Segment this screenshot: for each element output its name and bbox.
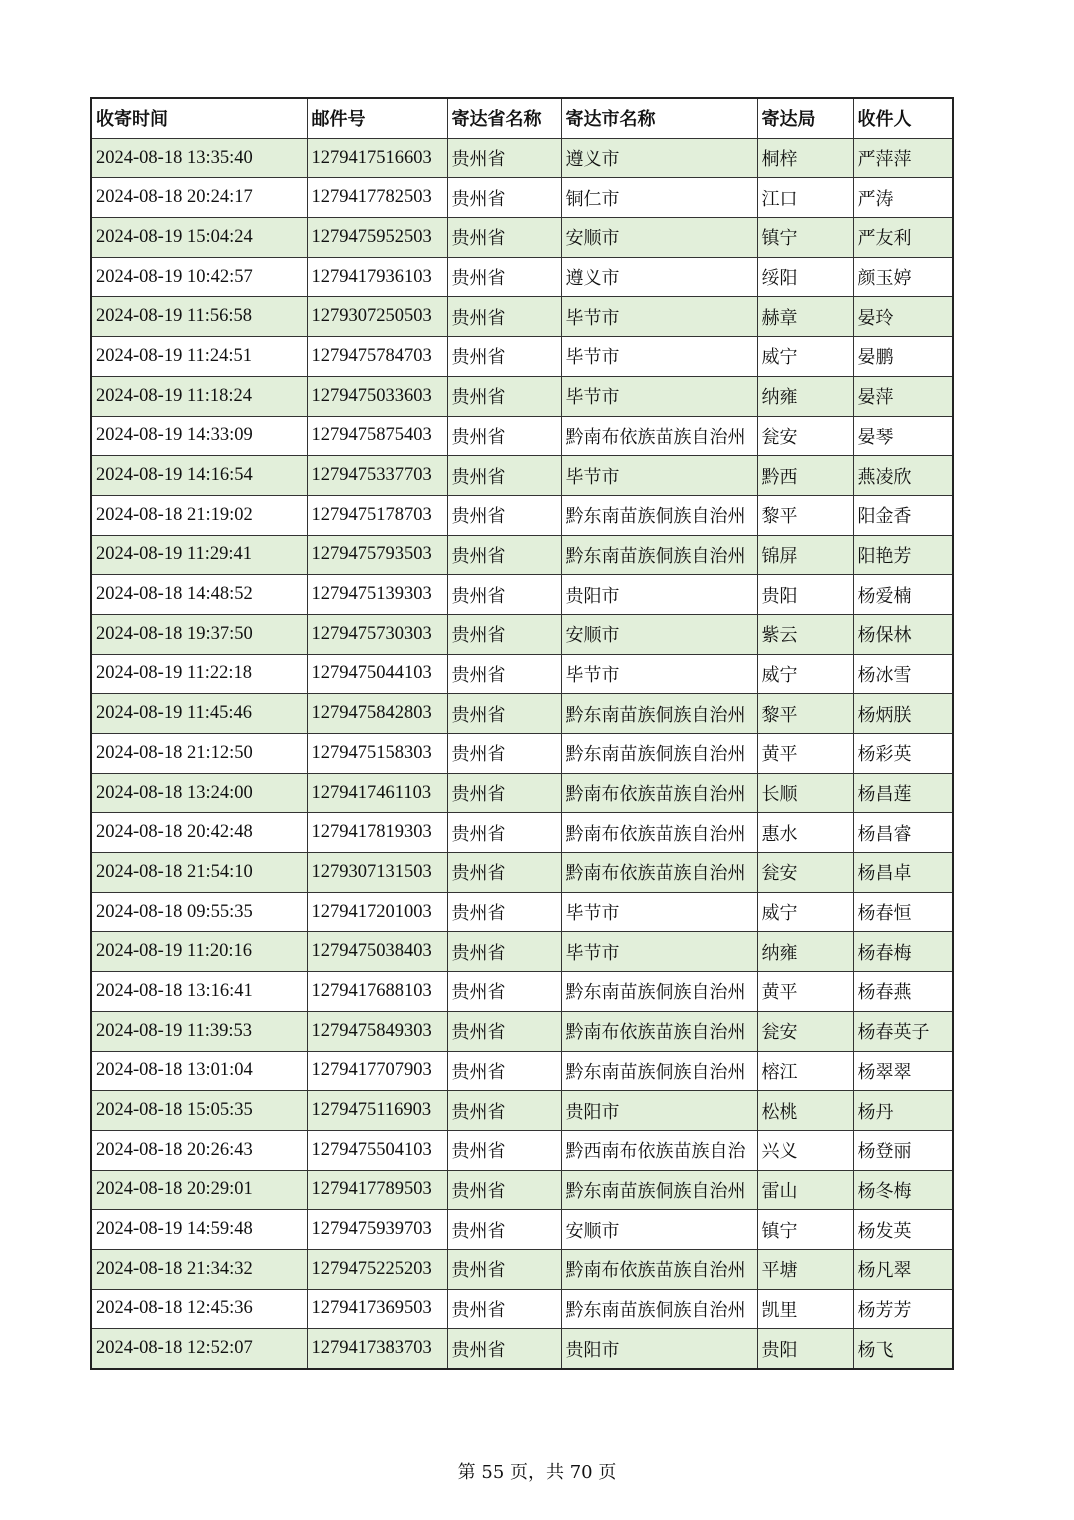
- page-footer: 第 55 页，共 70 页: [457, 1462, 617, 1483]
- cell-province: 贵州省: [447, 416, 561, 456]
- cell-mail-number: 1279417782503: [307, 178, 447, 218]
- cell-office: 镇宁: [757, 218, 853, 258]
- cell-recipient: 杨春恒: [853, 892, 953, 932]
- cell-recipient: 晏玲: [853, 297, 953, 337]
- cell-mail-number: 1279475337703: [307, 456, 447, 496]
- cell-send-time: 2024-08-19 11:29:41: [91, 535, 307, 575]
- table-row: [91, 734, 953, 774]
- cell-office: 锦屏: [757, 535, 853, 575]
- cell-city: 遵义市: [561, 138, 757, 178]
- cell-send-time: 2024-08-18 15:05:35: [91, 1091, 307, 1131]
- cell-office: 贵阳: [757, 575, 853, 615]
- cell-office: 瓮安: [757, 416, 853, 456]
- cell-office: 瓮安: [757, 853, 853, 893]
- cell-city: 贵阳市: [561, 1091, 757, 1131]
- cell-city: 黔东南苗族侗族自治州: [561, 694, 757, 734]
- cell-city: 安顺市: [561, 1210, 757, 1250]
- cell-send-time: 2024-08-18 13:16:41: [91, 972, 307, 1012]
- cell-recipient: 杨保林: [853, 614, 953, 654]
- cell-mail-number: 1279475116903: [307, 1091, 447, 1131]
- cell-province: 贵州省: [447, 218, 561, 258]
- cell-city: 黔南布依族苗族自治州: [561, 416, 757, 456]
- cell-province: 贵州省: [447, 1289, 561, 1329]
- cell-mail-number: 1279475033603: [307, 376, 447, 416]
- cell-mail-number: 1279417369503: [307, 1289, 447, 1329]
- cell-city: 毕节市: [561, 456, 757, 496]
- cell-recipient: 杨爱楠: [853, 575, 953, 615]
- cell-recipient: 杨芳芳: [853, 1289, 953, 1329]
- cell-send-time: 2024-08-18 09:55:35: [91, 892, 307, 932]
- cell-province: 贵州省: [447, 972, 561, 1012]
- header-office: 寄达局: [757, 98, 853, 138]
- cell-city: 贵阳市: [561, 1329, 757, 1369]
- table-row: [91, 138, 953, 178]
- cell-recipient: 严友利: [853, 218, 953, 258]
- cell-office: 威宁: [757, 892, 853, 932]
- table-row: [91, 654, 953, 694]
- cell-recipient: 杨春梅: [853, 932, 953, 972]
- cell-recipient: 杨昌卓: [853, 853, 953, 893]
- cell-mail-number: 1279417936103: [307, 257, 447, 297]
- cell-recipient: 杨登丽: [853, 1130, 953, 1170]
- cell-city: 黔南布依族苗族自治州: [561, 1011, 757, 1051]
- cell-office: 松桃: [757, 1091, 853, 1131]
- cell-province: 贵州省: [447, 337, 561, 377]
- cell-recipient: 杨丹: [853, 1091, 953, 1131]
- table-row: [91, 376, 953, 416]
- cell-send-time: 2024-08-19 11:39:53: [91, 1011, 307, 1051]
- cell-city: 贵阳市: [561, 575, 757, 615]
- cell-office: 桐梓: [757, 138, 853, 178]
- table-row: [91, 1249, 953, 1289]
- cell-office: 赫章: [757, 297, 853, 337]
- table-row: [91, 694, 953, 734]
- cell-mail-number: 1279417461103: [307, 773, 447, 813]
- cell-mail-number: 1279475139303: [307, 575, 447, 615]
- cell-send-time: 2024-08-19 11:22:18: [91, 654, 307, 694]
- cell-send-time: 2024-08-18 13:01:04: [91, 1051, 307, 1091]
- cell-province: 贵州省: [447, 694, 561, 734]
- table-body: [91, 138, 953, 1369]
- cell-office: 黄平: [757, 734, 853, 774]
- cell-send-time: 2024-08-19 11:56:58: [91, 297, 307, 337]
- header-province: 寄达省名称: [447, 98, 561, 138]
- cell-province: 贵州省: [447, 773, 561, 813]
- table-row: [91, 1170, 953, 1210]
- cell-city: 安顺市: [561, 218, 757, 258]
- cell-send-time: 2024-08-19 14:33:09: [91, 416, 307, 456]
- table-row: [91, 297, 953, 337]
- mail-records-table: [90, 97, 954, 1370]
- header-recipient: 收件人: [853, 98, 953, 138]
- cell-send-time: 2024-08-18 21:19:02: [91, 495, 307, 535]
- cell-mail-number: 1279307131503: [307, 853, 447, 893]
- cell-city: 黔东南苗族侗族自治州: [561, 1051, 757, 1091]
- table-row: [91, 495, 953, 535]
- table-row: [91, 853, 953, 893]
- cell-send-time: 2024-08-18 13:24:00: [91, 773, 307, 813]
- cell-mail-number: 1279475842803: [307, 694, 447, 734]
- cell-city: 毕节市: [561, 376, 757, 416]
- cell-city: 黔南布依族苗族自治州: [561, 853, 757, 893]
- cell-recipient: 杨凡翠: [853, 1249, 953, 1289]
- cell-office: 惠水: [757, 813, 853, 853]
- table-row: [91, 773, 953, 813]
- table-row: [91, 257, 953, 297]
- cell-send-time: 2024-08-18 20:24:17: [91, 178, 307, 218]
- cell-office: 黔西: [757, 456, 853, 496]
- cell-city: 铜仁市: [561, 178, 757, 218]
- cell-recipient: 杨冬梅: [853, 1170, 953, 1210]
- cell-office: 镇宁: [757, 1210, 853, 1250]
- header-send-time: 收寄时间: [91, 98, 307, 138]
- cell-province: 贵州省: [447, 1170, 561, 1210]
- cell-province: 贵州省: [447, 178, 561, 218]
- cell-city: 遵义市: [561, 257, 757, 297]
- cell-city: 毕节市: [561, 297, 757, 337]
- cell-mail-number: 1279475044103: [307, 654, 447, 694]
- cell-recipient: 严萍萍: [853, 138, 953, 178]
- table-row: [91, 1289, 953, 1329]
- cell-send-time: 2024-08-18 12:52:07: [91, 1329, 307, 1369]
- cell-recipient: 杨飞: [853, 1329, 953, 1369]
- cell-office: 黄平: [757, 972, 853, 1012]
- cell-province: 贵州省: [447, 734, 561, 774]
- cell-province: 贵州省: [447, 932, 561, 972]
- cell-mail-number: 1279475225203: [307, 1249, 447, 1289]
- table-row: [91, 575, 953, 615]
- cell-mail-number: 1279475158303: [307, 734, 447, 774]
- cell-send-time: 2024-08-19 14:59:48: [91, 1210, 307, 1250]
- cell-city: 黔西南布依族苗族自治: [561, 1130, 757, 1170]
- table-row: [91, 614, 953, 654]
- table-row: [91, 1130, 953, 1170]
- cell-recipient: 阳金香: [853, 495, 953, 535]
- cell-province: 贵州省: [447, 654, 561, 694]
- cell-office: 瓮安: [757, 1011, 853, 1051]
- cell-office: 黎平: [757, 495, 853, 535]
- cell-office: 平塘: [757, 1249, 853, 1289]
- cell-send-time: 2024-08-18 20:42:48: [91, 813, 307, 853]
- cell-send-time: 2024-08-18 20:26:43: [91, 1130, 307, 1170]
- header-row: [91, 98, 953, 138]
- table-row: [91, 1210, 953, 1250]
- cell-province: 贵州省: [447, 1329, 561, 1369]
- table-row: [91, 1329, 953, 1369]
- cell-city: 黔东南苗族侗族自治州: [561, 734, 757, 774]
- table-row: [91, 456, 953, 496]
- cell-city: 安顺市: [561, 614, 757, 654]
- table-row: [91, 416, 953, 456]
- cell-mail-number: 1279475784703: [307, 337, 447, 377]
- cell-mail-number: 1279417789503: [307, 1170, 447, 1210]
- cell-send-time: 2024-08-18 20:29:01: [91, 1170, 307, 1210]
- cell-mail-number: 1279475952503: [307, 218, 447, 258]
- cell-send-time: 2024-08-19 14:16:54: [91, 456, 307, 496]
- cell-province: 贵州省: [447, 535, 561, 575]
- cell-province: 贵州省: [447, 1011, 561, 1051]
- cell-recipient: 阳艳芳: [853, 535, 953, 575]
- cell-mail-number: 1279475178703: [307, 495, 447, 535]
- cell-recipient: 晏琴: [853, 416, 953, 456]
- cell-recipient: 杨炳朕: [853, 694, 953, 734]
- cell-recipient: 杨春英子: [853, 1011, 953, 1051]
- cell-city: 毕节市: [561, 932, 757, 972]
- cell-mail-number: 1279417707903: [307, 1051, 447, 1091]
- cell-send-time: 2024-08-19 11:45:46: [91, 694, 307, 734]
- cell-province: 贵州省: [447, 1130, 561, 1170]
- table-row: [91, 178, 953, 218]
- cell-send-time: 2024-08-18 13:35:40: [91, 138, 307, 178]
- cell-send-time: 2024-08-19 15:04:24: [91, 218, 307, 258]
- cell-office: 江口: [757, 178, 853, 218]
- cell-province: 贵州省: [447, 1091, 561, 1131]
- cell-province: 贵州省: [447, 257, 561, 297]
- cell-province: 贵州省: [447, 297, 561, 337]
- cell-mail-number: 1279475849303: [307, 1011, 447, 1051]
- cell-recipient: 晏鹏: [853, 337, 953, 377]
- cell-province: 贵州省: [447, 376, 561, 416]
- cell-mail-number: 1279417383703: [307, 1329, 447, 1369]
- cell-recipient: 杨发英: [853, 1210, 953, 1250]
- cell-send-time: 2024-08-18 12:45:36: [91, 1289, 307, 1329]
- cell-send-time: 2024-08-19 11:24:51: [91, 337, 307, 377]
- cell-office: 长顺: [757, 773, 853, 813]
- cell-send-time: 2024-08-19 11:18:24: [91, 376, 307, 416]
- cell-recipient: 燕凌欣: [853, 456, 953, 496]
- cell-send-time: 2024-08-19 10:42:57: [91, 257, 307, 297]
- cell-office: 雷山: [757, 1170, 853, 1210]
- cell-office: 紫云: [757, 614, 853, 654]
- cell-province: 贵州省: [447, 853, 561, 893]
- cell-province: 贵州省: [447, 1210, 561, 1250]
- cell-province: 贵州省: [447, 813, 561, 853]
- cell-send-time: 2024-08-18 21:54:10: [91, 853, 307, 893]
- cell-province: 贵州省: [447, 575, 561, 615]
- cell-office: 贵阳: [757, 1329, 853, 1369]
- cell-city: 黔东南苗族侗族自治州: [561, 1170, 757, 1210]
- table-row: [91, 535, 953, 575]
- cell-office: 榕江: [757, 1051, 853, 1091]
- cell-province: 贵州省: [447, 138, 561, 178]
- cell-recipient: 颜玉婷: [853, 257, 953, 297]
- cell-recipient: 杨冰雪: [853, 654, 953, 694]
- cell-office: 纳雍: [757, 376, 853, 416]
- cell-office: 绥阳: [757, 257, 853, 297]
- cell-office: 纳雍: [757, 932, 853, 972]
- cell-mail-number: 1279475038403: [307, 932, 447, 972]
- table-row: [91, 337, 953, 377]
- cell-city: 黔东南苗族侗族自治州: [561, 1289, 757, 1329]
- cell-province: 贵州省: [447, 892, 561, 932]
- table-row: [91, 218, 953, 258]
- cell-province: 贵州省: [447, 614, 561, 654]
- cell-recipient: 严涛: [853, 178, 953, 218]
- table-row: [91, 972, 953, 1012]
- cell-city: 黔南布依族苗族自治州: [561, 1249, 757, 1289]
- cell-recipient: 杨春燕: [853, 972, 953, 1012]
- cell-send-time: 2024-08-18 19:37:50: [91, 614, 307, 654]
- table-row: [91, 1091, 953, 1131]
- cell-province: 贵州省: [447, 1051, 561, 1091]
- cell-recipient: 杨翠翠: [853, 1051, 953, 1091]
- cell-mail-number: 1279475730303: [307, 614, 447, 654]
- cell-city: 黔南布依族苗族自治州: [561, 773, 757, 813]
- cell-recipient: 晏萍: [853, 376, 953, 416]
- table-row: [91, 932, 953, 972]
- table-row: [91, 813, 953, 853]
- cell-office: 凯里: [757, 1289, 853, 1329]
- cell-office: 威宁: [757, 337, 853, 377]
- cell-mail-number: 1279475504103: [307, 1130, 447, 1170]
- cell-city: 毕节市: [561, 654, 757, 694]
- header-city: 寄达市名称: [561, 98, 757, 138]
- table-row: [91, 1011, 953, 1051]
- cell-city: 毕节市: [561, 892, 757, 932]
- cell-send-time: 2024-08-18 21:34:32: [91, 1249, 307, 1289]
- cell-mail-number: 1279475875403: [307, 416, 447, 456]
- cell-city: 黔南布依族苗族自治州: [561, 813, 757, 853]
- cell-mail-number: 1279475939703: [307, 1210, 447, 1250]
- cell-mail-number: 1279417201003: [307, 892, 447, 932]
- cell-send-time: 2024-08-19 11:20:16: [91, 932, 307, 972]
- cell-office: 兴义: [757, 1130, 853, 1170]
- table-row: [91, 892, 953, 932]
- cell-send-time: 2024-08-18 21:12:50: [91, 734, 307, 774]
- cell-send-time: 2024-08-18 14:48:52: [91, 575, 307, 615]
- cell-recipient: 杨昌莲: [853, 773, 953, 813]
- table-row: [91, 1051, 953, 1091]
- cell-city: 黔东南苗族侗族自治州: [561, 535, 757, 575]
- cell-office: 黎平: [757, 694, 853, 734]
- cell-mail-number: 1279417688103: [307, 972, 447, 1012]
- cell-city: 毕节市: [561, 337, 757, 377]
- cell-recipient: 杨彩英: [853, 734, 953, 774]
- cell-province: 贵州省: [447, 495, 561, 535]
- cell-recipient: 杨昌睿: [853, 813, 953, 853]
- cell-mail-number: 1279417819303: [307, 813, 447, 853]
- header-mail-number: 邮件号: [307, 98, 447, 138]
- cell-office: 威宁: [757, 654, 853, 694]
- cell-city: 黔东南苗族侗族自治州: [561, 972, 757, 1012]
- cell-mail-number: 1279475793503: [307, 535, 447, 575]
- cell-city: 黔东南苗族侗族自治州: [561, 495, 757, 535]
- cell-mail-number: 1279307250503: [307, 297, 447, 337]
- cell-province: 贵州省: [447, 1249, 561, 1289]
- cell-province: 贵州省: [447, 456, 561, 496]
- cell-mail-number: 1279417516603: [307, 138, 447, 178]
